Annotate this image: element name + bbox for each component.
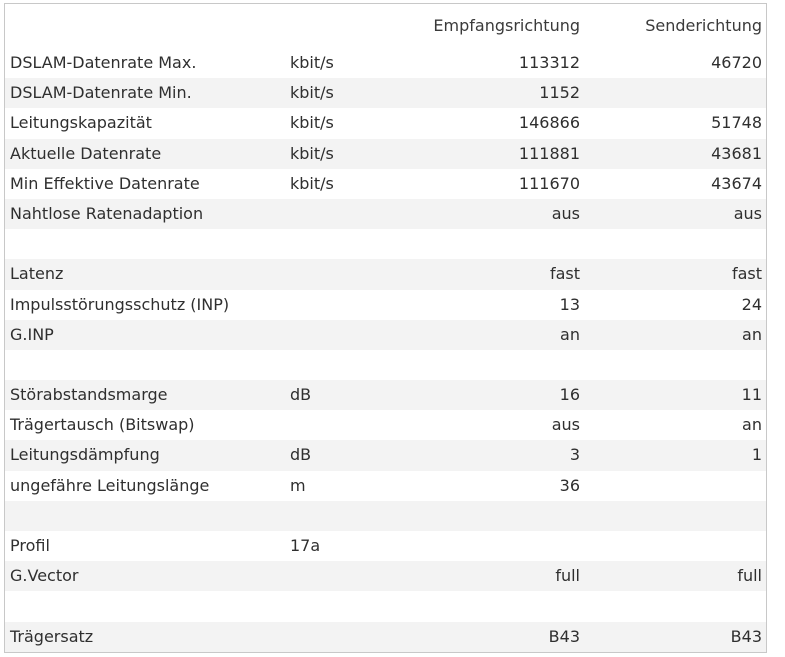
table-row bbox=[5, 78, 766, 108]
row-label: Leitungsdämpfung bbox=[10, 445, 160, 465]
table-row bbox=[5, 48, 766, 78]
row-upstream-value: 1 bbox=[751, 445, 762, 465]
row-label: Aktuelle Datenrate bbox=[10, 143, 162, 163]
row-label: DSLAM-Datenrate Min. bbox=[10, 83, 192, 103]
row-upstream-value: 24 bbox=[741, 294, 762, 314]
row-label: Min Effektive Datenrate bbox=[10, 173, 200, 193]
row-label: Profil bbox=[10, 536, 50, 555]
row-upstream-value: full bbox=[737, 566, 762, 586]
row-unit: kbit/s bbox=[290, 53, 334, 72]
table-row bbox=[5, 561, 766, 591]
row-label: DSLAM-Datenrate Max. bbox=[10, 53, 197, 72]
column-header-upstream: Senderichtung bbox=[645, 16, 762, 35]
table-row bbox=[5, 501, 766, 531]
row-label: Latenz bbox=[10, 264, 64, 284]
row-label: Impulsstörungsschutz (INP) bbox=[10, 294, 230, 314]
row-label: Trägertausch (Bitswap) bbox=[10, 415, 195, 435]
table-row bbox=[5, 139, 766, 169]
table-row bbox=[5, 591, 766, 621]
row-unit: dB bbox=[290, 445, 312, 465]
row-upstream-value: 11 bbox=[741, 385, 762, 405]
row-downstream-value: 111670 bbox=[518, 173, 580, 193]
table-row bbox=[5, 229, 766, 259]
row-upstream-value: fast bbox=[731, 264, 762, 284]
row-downstream-value: an bbox=[560, 324, 580, 344]
row-label: Trägersatz bbox=[10, 626, 94, 646]
row-unit: kbit/s bbox=[290, 143, 334, 163]
row-label: Nahtlose Ratenadaption bbox=[10, 203, 204, 223]
row-downstream-value: B43 bbox=[548, 626, 580, 646]
row-downstream-value: 111881 bbox=[518, 143, 580, 163]
row-downstream-value: 36 bbox=[559, 475, 580, 495]
table-body bbox=[5, 48, 766, 652]
row-unit: kbit/s bbox=[290, 113, 334, 133]
column-header-downstream: Empfangsrichtung bbox=[433, 16, 580, 35]
row-upstream-value: an bbox=[742, 324, 762, 344]
row-unit: kbit/s bbox=[290, 83, 334, 103]
table-row bbox=[5, 531, 766, 561]
dsl-info-table bbox=[4, 3, 767, 653]
row-downstream-value: 1152 bbox=[539, 83, 580, 103]
table-row bbox=[5, 622, 766, 652]
table-row bbox=[5, 108, 766, 138]
table-row bbox=[5, 350, 766, 380]
row-downstream-value: 3 bbox=[569, 445, 580, 465]
row-upstream-value: 51748 bbox=[711, 113, 762, 133]
row-downstream-value: aus bbox=[551, 415, 580, 435]
row-downstream-value: 113312 bbox=[518, 53, 580, 72]
table-row bbox=[5, 169, 766, 199]
table-row bbox=[5, 410, 766, 440]
row-upstream-value: 43681 bbox=[711, 143, 762, 163]
table-row bbox=[5, 380, 766, 410]
row-upstream-value: an bbox=[742, 415, 762, 435]
table-row bbox=[5, 290, 766, 320]
row-downstream-value: 146866 bbox=[518, 113, 580, 133]
table-row bbox=[5, 440, 766, 470]
row-unit: m bbox=[290, 475, 306, 495]
row-downstream-value: 13 bbox=[559, 294, 580, 314]
row-label: ungefähre Leitungslänge bbox=[10, 475, 210, 495]
row-label: G.INP bbox=[10, 324, 54, 344]
table-row bbox=[5, 259, 766, 289]
table-row bbox=[5, 471, 766, 501]
table-header bbox=[5, 4, 766, 48]
table-row bbox=[5, 199, 766, 229]
row-upstream-value: aus bbox=[733, 203, 762, 223]
row-unit: kbit/s bbox=[290, 173, 334, 193]
table-row bbox=[5, 320, 766, 350]
row-unit: 17a bbox=[290, 536, 321, 555]
row-label: G.Vector bbox=[10, 566, 79, 586]
row-upstream-value: 43674 bbox=[711, 173, 762, 193]
row-downstream-value: full bbox=[555, 566, 580, 586]
row-label: Leitungskapazität bbox=[10, 113, 152, 133]
row-upstream-value: 46720 bbox=[711, 53, 762, 72]
row-downstream-value: fast bbox=[549, 264, 580, 284]
row-unit: dB bbox=[290, 385, 312, 405]
row-label: Störabstandsmarge bbox=[10, 385, 168, 405]
row-downstream-value: 16 bbox=[559, 385, 580, 405]
row-downstream-value: aus bbox=[551, 203, 580, 223]
row-upstream-value: B43 bbox=[730, 626, 762, 646]
